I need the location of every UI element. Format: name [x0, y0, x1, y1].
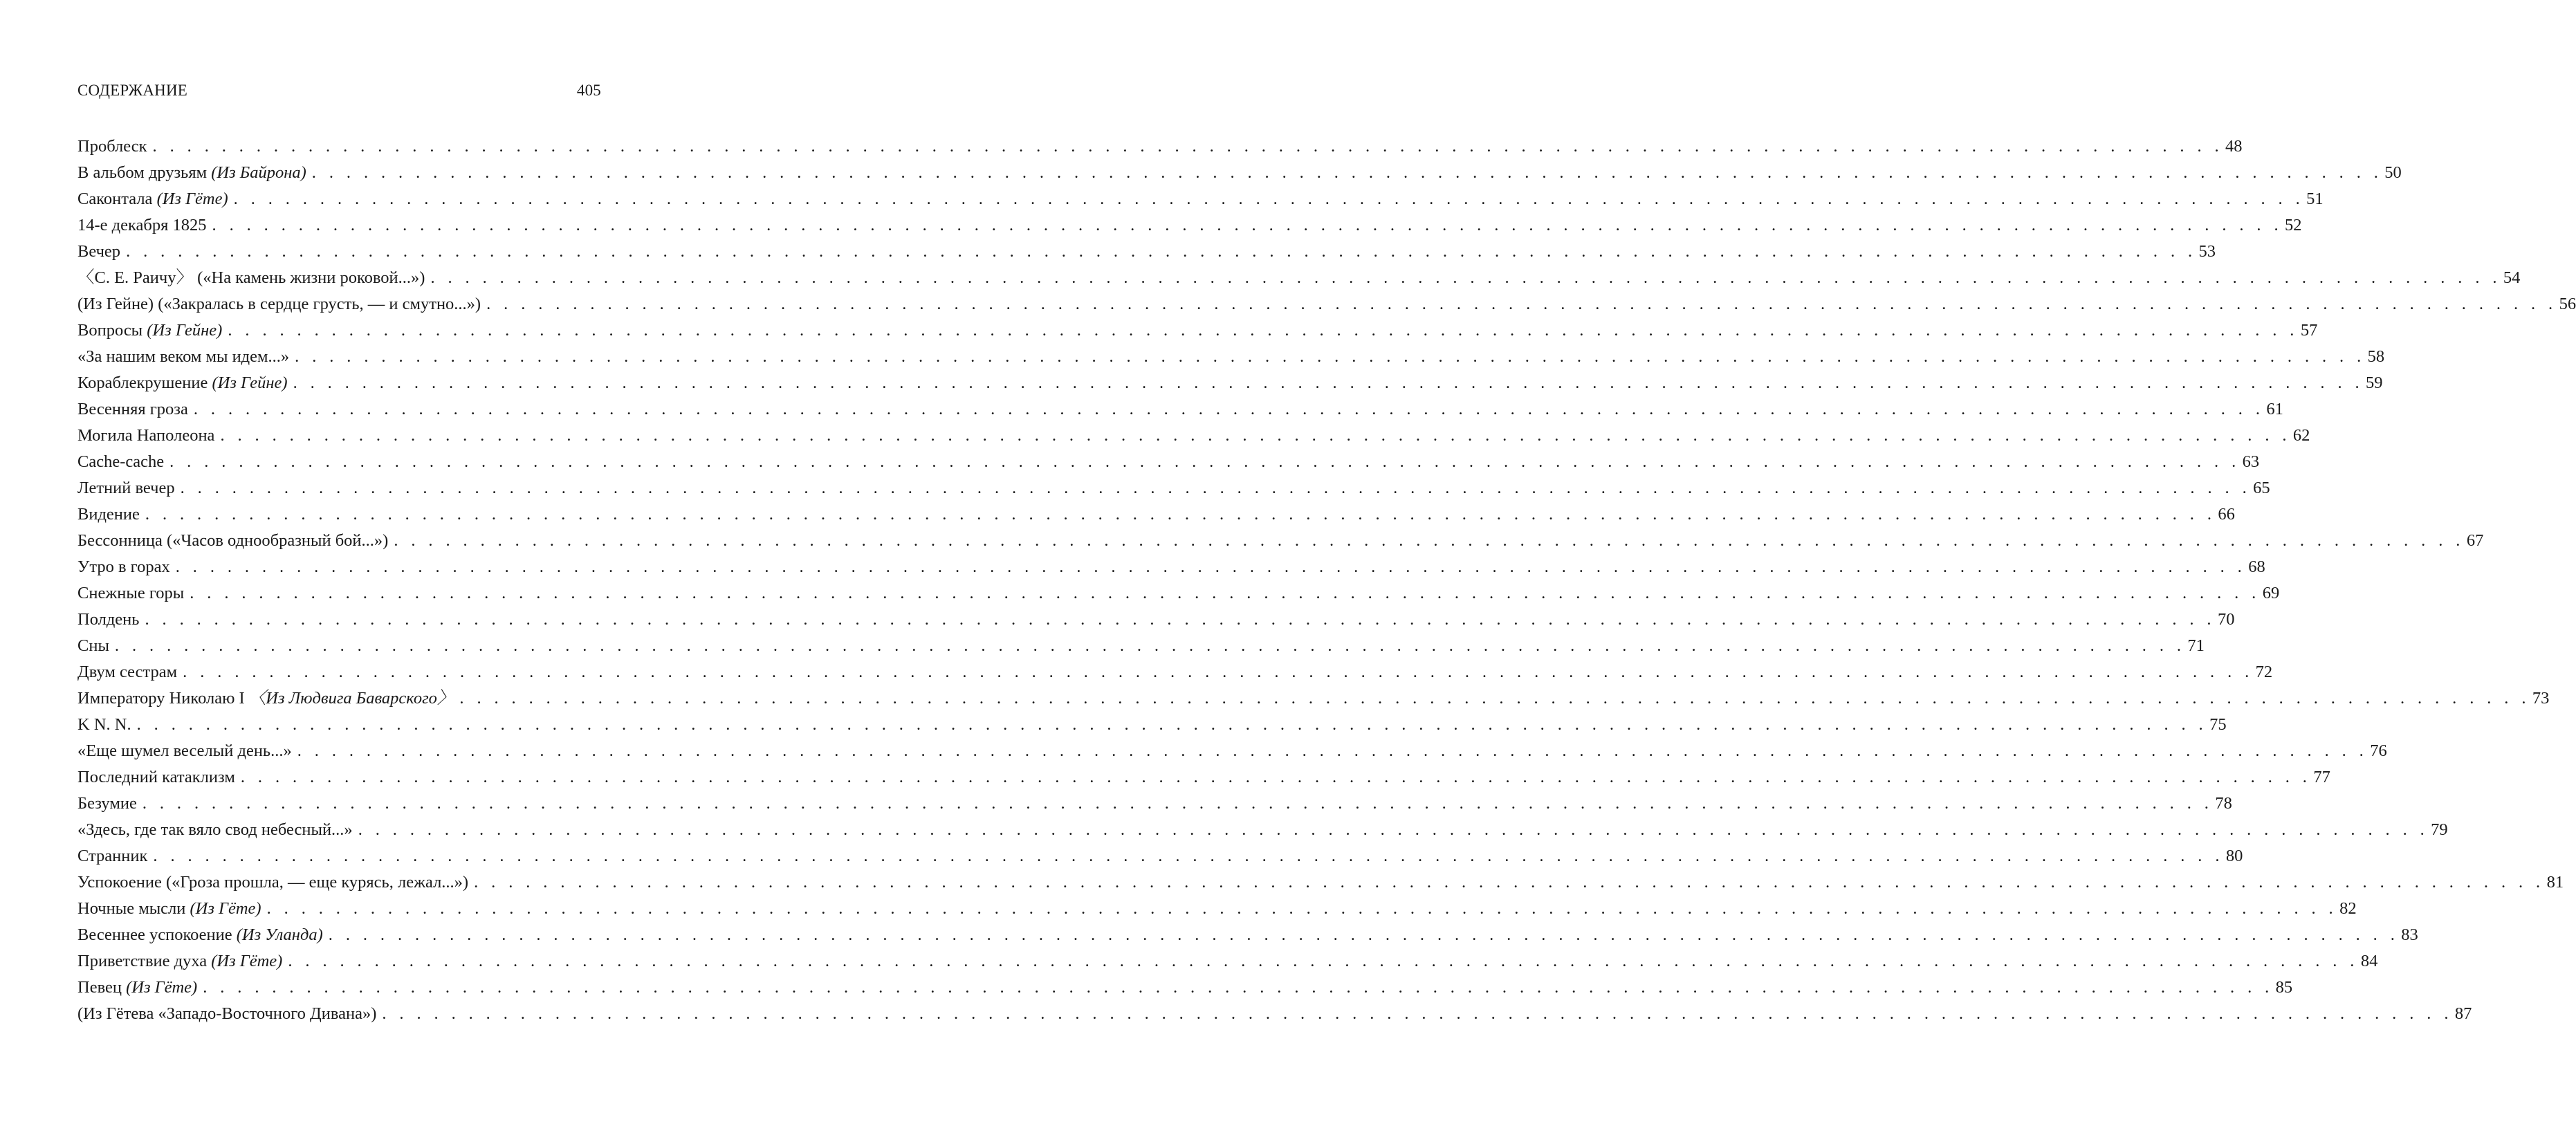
- toc-entry-title: [77, 317, 222, 344]
- toc-entry: [77, 423, 2310, 449]
- toc-entry-page: 50: [2384, 163, 2402, 182]
- toc-entry-title: [77, 791, 137, 817]
- toc-entry: [77, 580, 2280, 607]
- toc-entry-title: [77, 896, 261, 922]
- toc-entry-page: 80: [2225, 847, 2243, 865]
- dot-leader: . . . . . . . . . . . . . . . . . . . . . . . . . . . . . . . . . . . . . . . . . . . . . . . . . . . . . . . . . . . . . . . . . . . . . . . . . . . . . . . . . . . . . . . . . . . . . . . . . . . . . . . . . . . . . . . . . . . . . . . .: [153, 847, 2224, 865]
- toc-entry-text: «Еще шумел веселый день...»: [77, 741, 292, 760]
- page-number: 405: [576, 82, 601, 99]
- toc-entry-title: [77, 291, 481, 317]
- toc-entry-page: 77: [2313, 768, 2330, 786]
- toc-entry: [77, 475, 2270, 501]
- toc-entry: [77, 791, 2232, 817]
- toc-entry-text: 14-е декабря 1825: [77, 216, 207, 234]
- toc-entry-title: [77, 764, 235, 791]
- toc-entry-page: 76: [2370, 741, 2387, 760]
- toc-entry-page: 83: [2401, 925, 2418, 944]
- toc-entry-source: (Из Гёте): [190, 899, 261, 918]
- toc-entry-text: В альбом друзьям: [77, 163, 212, 182]
- toc-entry-text: Снежные горы: [77, 584, 185, 602]
- dot-leader: . . . . . . . . . . . . . . . . . . . . . . . . . . . . . . . . . . . . . . . . . . . . . . . . . . . . . . . . . . . . . . . . . . . . . . . . . . . . . . . . . . . . . . . . . . . . . . . . . . . . . . . . . . . . . . . . . . . . . . . .: [295, 347, 2366, 366]
- dot-leader: . . . . . . . . . . . . . . . . . . . . . . . . . . . . . . . . . . . . . . . . . . . . . . . . . . . . . . . . . . . . . . . . . . . . . . . . . . . . . . . . . . . . . . . . . . . . . . . . . . . . . . . . . . . . . . . . . . . . . . . .: [293, 373, 2364, 392]
- dot-leader: . . . . . . . . . . . . . . . . . . . . . . . . . . . . . . . . . . . . . . . . . . . . . . . . . . . . . . . . . . . . . . . . . . . . . . . . . . . . . . . . . . . . . . . . . . . . . . . . . . . . . . . . . . . . . . . . . . . . . . . .: [142, 794, 2214, 813]
- toc-entry-title: [77, 370, 288, 396]
- toc-entry-title: [77, 1001, 376, 1027]
- toc-entry-page: 61: [2266, 400, 2283, 418]
- dot-leader: . . . . . . . . . . . . . . . . . . . . . . . . . . . . . . . . . . . . . . . . . . . . . . . . . . . . . . . . . . . . . . . . . . . . . . . . . . . . . . . . . . . . . . . . . . . . . . . . . . . . . . . . . . . . . . . . . . . . . . . .: [180, 479, 2252, 497]
- toc-entry-title: [77, 975, 197, 1001]
- toc-entry-title: [77, 869, 468, 896]
- dot-leader: . . . . . . . . . . . . . . . . . . . . . . . . . . . . . . . . . . . . . . . . . . . . . . . . . . . . . . . . . . . . . . . . . . . . . . . . . . . . . . . . . . . . . . . . . . . . . . . . . . . . . . . . . . . . . . . . . . . . . . . .: [126, 242, 2197, 261]
- section-title: СОДЕРЖАНИЕ: [77, 82, 188, 99]
- dot-leader: . . . . . . . . . . . . . . . . . . . . . . . . . . . . . . . . . . . . . . . . . . . . . . . . . . . . . . . . . . . . . . . . . . . . . . . . . . . . . . . . . . . . . . . . . . . . . . . . . . . . . . . . . . . . . . . . . . . . . . . .: [233, 190, 2305, 208]
- toc-entry-page: 87: [2454, 1004, 2472, 1023]
- toc-entry-title: [77, 659, 177, 685]
- toc-entry-source: 〈Из Людвига Баварского〉: [248, 689, 454, 708]
- toc-entry-title: [77, 528, 388, 554]
- toc-entry: [77, 317, 2318, 344]
- dot-leader: . . . . . . . . . . . . . . . . . . . . . . . . . . . . . . . . . . . . . . . . . . . . . . . . . . . . . . . . . . . . . . . . . . . . . . . . . . . . . . . . . . . . . . . . . . . . . . . . . . . . . . . . . . . . . . . . . . . . . . . .: [311, 163, 2383, 182]
- toc-entry-page: 79: [2431, 820, 2448, 839]
- toc-entry: [77, 896, 2357, 922]
- toc-entry-text: Безумие: [77, 794, 137, 813]
- toc-entry: [77, 370, 2383, 396]
- dot-leader: . . . . . . . . . . . . . . . . . . . . . . . . . . . . . . . . . . . . . . . . . . . . . . . . . . . . . . . . . . . . . . . . . . . . . . . . . . . . . . . . . . . . . . . . . . . . . . . . . . . . . . . . . . . . . . . . . . . . . . . .: [145, 505, 2216, 524]
- toc-entry-title: [77, 501, 140, 528]
- toc-entry-text: Певец: [77, 978, 127, 997]
- toc-entry-page: 52: [2285, 216, 2302, 234]
- dot-leader: . . . . . . . . . . . . . . . . . . . . . . . . . . . . . . . . . . . . . . . . . . . . . . . . . . . . . . . . . . . . . . . . . . . . . . . . . . . . . . . . . . . . . . . . . . . . . . . . . . . . . . . . . . . . . . . . . . . . . . . .: [145, 610, 2216, 629]
- toc-entry: [77, 554, 2265, 580]
- toc-entry-text: Императору Николаю I: [77, 689, 249, 708]
- toc-entry-title: [77, 344, 289, 370]
- toc-entry-text: Саконтала: [77, 190, 157, 208]
- toc-entry: [77, 239, 2216, 265]
- toc-entry-title: [77, 133, 147, 160]
- toc-entry-page: 67: [2466, 531, 2484, 550]
- toc-entry-title: [77, 239, 120, 265]
- toc-entry-page: 63: [2242, 452, 2260, 471]
- toc-entry-text: Утро в горах: [77, 557, 170, 576]
- toc-entry: [77, 764, 2330, 791]
- toc-entry-source: (Из Гейне): [147, 321, 223, 340]
- toc-entry-page: 78: [2215, 794, 2232, 813]
- toc-entry-text: Странник: [77, 847, 148, 865]
- toc-entry-title: [77, 922, 323, 948]
- toc-entry: [77, 922, 2418, 948]
- toc-entry-page: 82: [2339, 899, 2357, 918]
- toc-entry-source: (Из Уланда): [236, 925, 323, 944]
- toc-entry-source: (Из Гёте): [156, 190, 228, 208]
- dot-leader: . . . . . . . . . . . . . . . . . . . . . . . . . . . . . . . . . . . . . . . . . . . . . . . . . . . . . . . . . . . . . . . . . . . . . . . . . . . . . . . . . . . . . . . . . . . . . . . . . . . . . . . . . . . . . . . . . . . . . . . .: [459, 689, 2530, 708]
- toc-entry-page: 65: [2253, 479, 2270, 497]
- toc-entry-title: [77, 475, 175, 501]
- toc-entry: [77, 948, 2378, 975]
- toc-entry-text: Весенняя гроза: [77, 400, 188, 418]
- toc-entry-title: [77, 633, 109, 659]
- toc-entry: [77, 712, 2227, 738]
- toc-entry-text: Бессонница («Часов однообразный бой...»): [77, 531, 389, 550]
- dot-leader: . . . . . . . . . . . . . . . . . . . . . . . . . . . . . . . . . . . . . . . . . . . . . . . . . . . . . . . . . . . . . . . . . . . . . . . . . . . . . . . . . . . . . . . . . . . . . . . . . . . . . . . . . . . . . . . . . . . . . . . .: [288, 952, 2359, 970]
- toc-entry-text: K N. N.: [77, 715, 131, 734]
- toc-entry-title: [77, 948, 282, 975]
- dot-leader: . . . . . . . . . . . . . . . . . . . . . . . . . . . . . . . . . . . . . . . . . . . . . . . . . . . . . . . . . . . . . . . . . . . . . . . . . . . . . . . . . . . . . . . . . . . . . . . . . . . . . . . . . . . . . . . . . . . . . . . .: [169, 452, 2241, 471]
- toc-entry-title: [77, 738, 292, 764]
- dot-leader: . . . . . . . . . . . . . . . . . . . . . . . . . . . . . . . . . . . . . . . . . . . . . . . . . . . . . . . . . . . . . . . . . . . . . . . . . . . . . . . . . . . . . . . . . . . . . . . . . . . . . . . . . . . . . . . . . . . . . . . .: [183, 663, 2254, 681]
- toc-entry-title: [77, 396, 188, 423]
- toc-entry-text: (Из Гётева «Западо-Восточного Дивана»): [77, 1004, 377, 1023]
- toc-entry-title: [77, 843, 147, 869]
- toc-entry-page: 75: [2209, 715, 2227, 734]
- toc-entry-text: Двум сестрам: [77, 663, 178, 681]
- toc-entry-page: 51: [2306, 190, 2324, 208]
- dot-leader: . . . . . . . . . . . . . . . . . . . . . . . . . . . . . . . . . . . . . . . . . . . . . . . . . . . . . . . . . . . . . . . . . . . . . . . . . . . . . . . . . . . . . . . . . . . . . . . . . . . . . . . . . . . . . . . . . . . . . . . .: [114, 636, 2186, 655]
- toc-entry-title: [77, 423, 214, 449]
- dot-leader: . . . . . . . . . . . . . . . . . . . . . . . . . . . . . . . . . . . . . . . . . . . . . . . . . . . . . . . . . . . . . . . . . . . . . . . . . . . . . . . . . . . . . . . . . . . . . . . . . . . . . . . . . . . . . . . . . . . . . . . .: [358, 820, 2429, 839]
- dot-leader: . . . . . . . . . . . . . . . . . . . . . . . . . . . . . . . . . . . . . . . . . . . . . . . . . . . . . . . . . . . . . . . . . . . . . . . . . . . . . . . . . . . . . . . . . . . . . . . . . . . . . . . . . . . . . . . . . . . . . . . .: [136, 715, 2208, 734]
- toc-entry: [77, 212, 2302, 239]
- toc-entry: [77, 291, 2576, 317]
- toc-entry-source: (Из Гёте): [126, 978, 198, 997]
- toc-entry-source: (Из Гёте): [211, 952, 283, 970]
- toc-entry: [77, 869, 2564, 896]
- toc-entry: [77, 501, 2235, 528]
- toc-entry-page: 48: [2225, 137, 2243, 156]
- toc-entry: [77, 633, 2205, 659]
- toc-entry-text: «Здесь, где так вяло свод небесный...»: [77, 820, 353, 839]
- running-head: [77, 82, 601, 100]
- toc-entry-source: (Из Гейне): [212, 373, 288, 392]
- toc-entry-page: 73: [2532, 689, 2550, 708]
- toc-entry-text: Приветствие духа: [77, 952, 212, 970]
- toc-entry-text: Cache-cache: [77, 452, 165, 471]
- toc-entry: [77, 160, 2402, 186]
- toc-entry-title: [77, 160, 306, 186]
- toc-entry: [77, 528, 2484, 554]
- dot-leader: . . . . . . . . . . . . . . . . . . . . . . . . . . . . . . . . . . . . . . . . . . . . . . . . . . . . . . . . . . . . . . . . . . . . . . . . . . . . . . . . . . . . . . . . . . . . . . . . . . . . . . . . . . . . . . . . . . . . . . . .: [297, 741, 2368, 760]
- dot-leader: . . . . . . . . . . . . . . . . . . . . . . . . . . . . . . . . . . . . . . . . . . . . . . . . . . . . . . . . . . . . . . . . . . . . . . . . . . . . . . . . . . . . . . . . . . . . . . . . . . . . . . . . . . . . . . . . . . . . . . . .: [328, 925, 2400, 944]
- table-of-contents: [77, 133, 2576, 1027]
- toc-entry-source: (Из Байрона): [211, 163, 306, 182]
- toc-entry-title: [77, 265, 425, 291]
- toc-entry-page: 69: [2262, 584, 2280, 602]
- toc-entry: [77, 265, 2521, 291]
- toc-entry-text: 〈С. Е. Раичу〉 («На камень жизни роковой...»): [77, 268, 425, 287]
- toc-entry-title: [77, 449, 164, 475]
- dot-leader: . . . . . . . . . . . . . . . . . . . . . . . . . . . . . . . . . . . . . . . . . . . . . . . . . . . . . . . . . . . . . . . . . . . . . . . . . . . . . . . . . . . . . . . . . . . . . . . . . . . . . . . . . . . . . . . . . . . . . . . .: [190, 584, 2261, 602]
- toc-entry-text: (Из Гейне) («Закралась в сердце грусть, — и смутно...»): [77, 295, 481, 313]
- toc-entry-text: Кораблекрушение: [77, 373, 212, 392]
- toc-entry-text: «За нашим веком мы идем...»: [77, 347, 290, 366]
- toc-entry-text: Сны: [77, 636, 109, 655]
- toc-entry-title: [77, 554, 170, 580]
- toc-entry-title: [77, 580, 184, 607]
- toc-entry-text: Летний вечер: [77, 479, 175, 497]
- toc-entry-page: 66: [2218, 505, 2235, 524]
- toc-entry: [77, 1001, 2472, 1027]
- toc-entry: [77, 843, 2243, 869]
- toc-entry: [77, 685, 2550, 712]
- dot-leader: . . . . . . . . . . . . . . . . . . . . . . . . . . . . . . . . . . . . . . . . . . . . . . . . . . . . . . . . . . . . . . . . . . . . . . . . . . . . . . . . . . . . . . . . . . . . . . . . . . . . . . . . . . . . . . . . . . . . . . . .: [382, 1004, 2453, 1023]
- toc-entry-page: 70: [2217, 610, 2235, 629]
- toc-entry-page: 57: [2300, 321, 2318, 340]
- dot-leader: . . . . . . . . . . . . . . . . . . . . . . . . . . . . . . . . . . . . . . . . . . . . . . . . . . . . . . . . . . . . . . . . . . . . . . . . . . . . . . . . . . . . . . . . . . . . . . . . . . . . . . . . . . . . . . . . . . . . . . . .: [394, 531, 2465, 550]
- toc-entry-title: [77, 607, 139, 633]
- toc-entry: [77, 975, 2293, 1001]
- dot-leader: . . . . . . . . . . . . . . . . . . . . . . . . . . . . . . . . . . . . . . . . . . . . . . . . . . . . . . . . . . . . . . . . . . . . . . . . . . . . . . . . . . . . . . . . . . . . . . . . . . . . . . . . . . . . . . . . . . . . . . . .: [474, 873, 2545, 892]
- toc-entry-text: Успокоение («Гроза прошла, — еще курясь, лежал...»): [77, 873, 469, 892]
- toc-entry-page: 53: [2198, 242, 2216, 261]
- dot-leader: . . . . . . . . . . . . . . . . . . . . . . . . . . . . . . . . . . . . . . . . . . . . . . . . . . . . . . . . . . . . . . . . . . . . . . . . . . . . . . . . . . . . . . . . . . . . . . . . . . . . . . . . . . . . . . . . . . . . . . . .: [220, 426, 2291, 445]
- dot-leader: . . . . . . . . . . . . . . . . . . . . . . . . . . . . . . . . . . . . . . . . . . . . . . . . . . . . . . . . . . . . . . . . . . . . . . . . . . . . . . . . . . . . . . . . . . . . . . . . . . . . . . . . . . . . . . . . . . . . . . . .: [240, 768, 2312, 786]
- toc-entry-text: Проблеск: [77, 137, 147, 156]
- toc-entry-title: [77, 712, 131, 738]
- toc-entry-page: 72: [2255, 663, 2273, 681]
- toc-entry: [77, 186, 2324, 212]
- toc-entry-title: [77, 212, 207, 239]
- toc-entry: [77, 659, 2273, 685]
- dot-leader: . . . . . . . . . . . . . . . . . . . . . . . . . . . . . . . . . . . . . . . . . . . . . . . . . . . . . . . . . . . . . . . . . . . . . . . . . . . . . . . . . . . . . . . . . . . . . . . . . . . . . . . . . . . . . . . . . . . . . . . .: [203, 978, 2274, 997]
- dot-leader: . . . . . . . . . . . . . . . . . . . . . . . . . . . . . . . . . . . . . . . . . . . . . . . . . . . . . . . . . . . . . . . . . . . . . . . . . . . . . . . . . . . . . . . . . . . . . . . . . . . . . . . . . . . . . . . . . . . . . . . .: [486, 295, 2557, 313]
- toc-entry-page: 59: [2366, 373, 2383, 392]
- dot-leader: . . . . . . . . . . . . . . . . . . . . . . . . . . . . . . . . . . . . . . . . . . . . . . . . . . . . . . . . . . . . . . . . . . . . . . . . . . . . . . . . . . . . . . . . . . . . . . . . . . . . . . . . . . . . . . . . . . . . . . . .: [175, 557, 2247, 576]
- toc-entry: [77, 817, 2448, 843]
- toc-entry-text: Последний катаклизм: [77, 768, 235, 786]
- toc-entry-page: 54: [2503, 268, 2521, 287]
- dot-leader: . . . . . . . . . . . . . . . . . . . . . . . . . . . . . . . . . . . . . . . . . . . . . . . . . . . . . . . . . . . . . . . . . . . . . . . . . . . . . . . . . . . . . . . . . . . . . . . . . . . . . . . . . . . . . . . . . . . . . . . .: [212, 216, 2283, 234]
- toc-entry: [77, 449, 2260, 475]
- toc-entry-page: 81: [2546, 873, 2564, 892]
- toc-entry-text: Весеннее успокоение: [77, 925, 237, 944]
- toc-entry: [77, 133, 2243, 160]
- dot-leader: . . . . . . . . . . . . . . . . . . . . . . . . . . . . . . . . . . . . . . . . . . . . . . . . . . . . . . . . . . . . . . . . . . . . . . . . . . . . . . . . . . . . . . . . . . . . . . . . . . . . . . . . . . . . . . . . . . . . . . . .: [193, 400, 2265, 418]
- toc-entry-text: Ночные мысли: [77, 899, 190, 918]
- dot-leader: . . . . . . . . . . . . . . . . . . . . . . . . . . . . . . . . . . . . . . . . . . . . . . . . . . . . . . . . . . . . . . . . . . . . . . . . . . . . . . . . . . . . . . . . . . . . . . . . . . . . . . . . . . . . . . . . . . . . . . . .: [228, 321, 2299, 340]
- toc-entry-title: [77, 186, 228, 212]
- toc-entry-title: [77, 817, 353, 843]
- toc-entry-page: 68: [2248, 557, 2265, 576]
- toc-entry-text: Могила Наполеона: [77, 426, 215, 445]
- toc-entry-page: 84: [2360, 952, 2378, 970]
- toc-entry-text: Вопросы: [77, 321, 147, 340]
- toc-entry: [77, 344, 2385, 370]
- toc-entry-text: Полдень: [77, 610, 140, 629]
- toc-entry-page: 56: [2559, 295, 2576, 313]
- toc-entry-title: [77, 685, 454, 712]
- toc-entry-page: 58: [2367, 347, 2385, 366]
- toc-entry-page: 62: [2292, 426, 2310, 445]
- toc-entry-text: Вечер: [77, 242, 121, 261]
- dot-leader: . . . . . . . . . . . . . . . . . . . . . . . . . . . . . . . . . . . . . . . . . . . . . . . . . . . . . . . . . . . . . . . . . . . . . . . . . . . . . . . . . . . . . . . . . . . . . . . . . . . . . . . . . . . . . . . . . . . . . . . .: [152, 137, 2224, 156]
- toc-entry: [77, 607, 2235, 633]
- dot-leader: . . . . . . . . . . . . . . . . . . . . . . . . . . . . . . . . . . . . . . . . . . . . . . . . . . . . . . . . . . . . . . . . . . . . . . . . . . . . . . . . . . . . . . . . . . . . . . . . . . . . . . . . . . . . . . . . . . . . . . . .: [266, 899, 2338, 918]
- toc-entry-page: 85: [2275, 978, 2293, 997]
- dot-leader: . . . . . . . . . . . . . . . . . . . . . . . . . . . . . . . . . . . . . . . . . . . . . . . . . . . . . . . . . . . . . . . . . . . . . . . . . . . . . . . . . . . . . . . . . . . . . . . . . . . . . . . . . . . . . . . . . . . . . . . .: [430, 268, 2501, 287]
- toc-entry-text: Видение: [77, 505, 140, 524]
- toc-entry: [77, 738, 2387, 764]
- toc-entry-page: 71: [2187, 636, 2205, 655]
- toc-entry: [77, 396, 2283, 423]
